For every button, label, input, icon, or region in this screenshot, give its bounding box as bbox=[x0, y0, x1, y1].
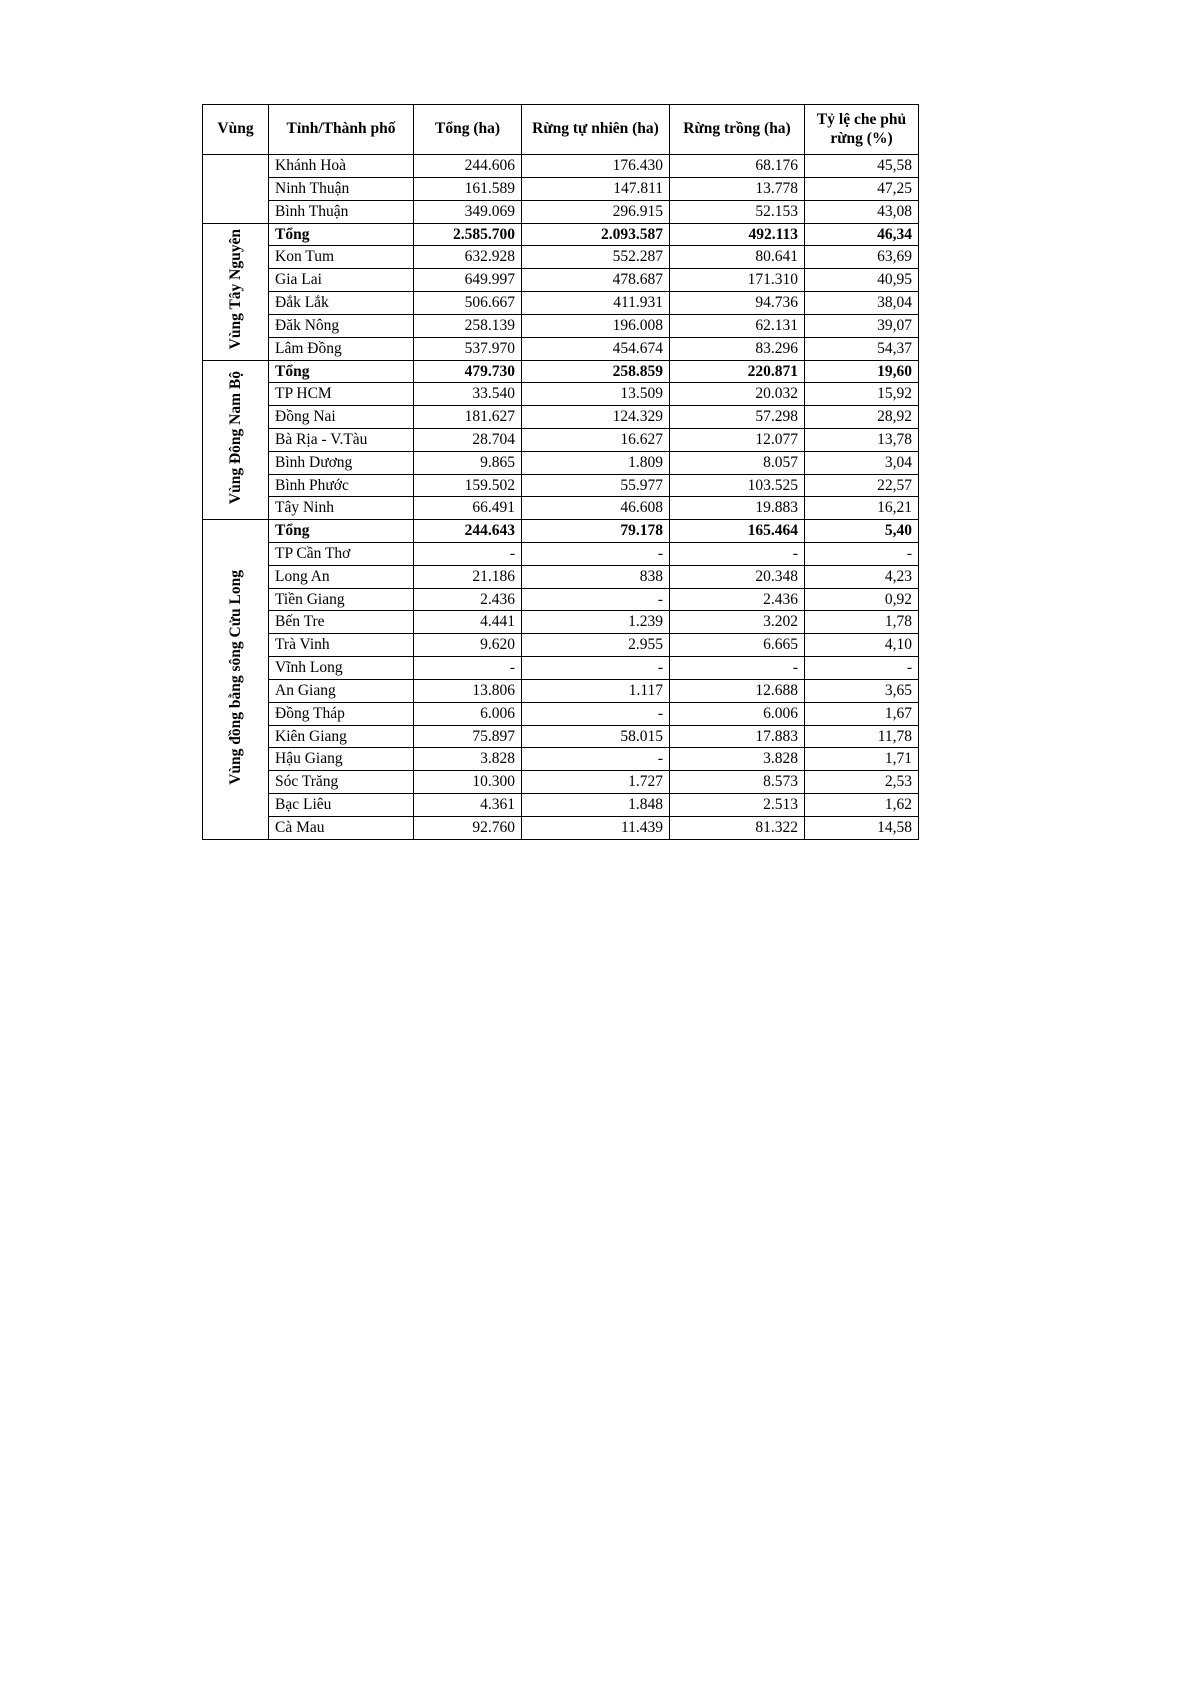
province-cell: Đắk Lắk bbox=[269, 292, 414, 315]
total-area-cell: 159.502 bbox=[414, 474, 522, 497]
planted-forest-cell: 2.513 bbox=[670, 793, 805, 816]
region-cell bbox=[203, 223, 269, 360]
table-row bbox=[203, 725, 919, 748]
total-area-cell: 258.139 bbox=[414, 314, 522, 337]
coverage-rate-cell: 39,07 bbox=[805, 314, 919, 337]
natural-forest-cell: 1.809 bbox=[522, 451, 670, 474]
table-row bbox=[203, 383, 919, 406]
province-cell: Đồng Nai bbox=[269, 406, 414, 429]
table-row bbox=[203, 314, 919, 337]
table-row bbox=[203, 246, 919, 269]
coverage-rate-cell: 2,53 bbox=[805, 771, 919, 794]
table-row bbox=[203, 816, 919, 839]
province-cell: Kiên Giang bbox=[269, 725, 414, 748]
total-area-cell: 649.997 bbox=[414, 269, 522, 292]
coverage-rate-cell: 46,34 bbox=[805, 223, 919, 246]
total-area-cell: 13.806 bbox=[414, 679, 522, 702]
coverage-rate-cell: 47,25 bbox=[805, 178, 919, 201]
natural-forest-cell: 1.239 bbox=[522, 611, 670, 634]
table-row bbox=[203, 543, 919, 566]
province-cell: Bình Thuận bbox=[269, 200, 414, 223]
planted-forest-cell: 17.883 bbox=[670, 725, 805, 748]
table-row bbox=[203, 634, 919, 657]
province-cell: An Giang bbox=[269, 679, 414, 702]
province-cell: Long An bbox=[269, 565, 414, 588]
province-cell: Ninh Thuận bbox=[269, 178, 414, 201]
planted-forest-cell: 3.202 bbox=[670, 611, 805, 634]
total-area-cell: - bbox=[414, 543, 522, 566]
total-area-cell: 4.441 bbox=[414, 611, 522, 634]
province-cell: Tổng bbox=[269, 520, 414, 543]
total-area-cell: 2.585.700 bbox=[414, 223, 522, 246]
planted-forest-cell: 2.436 bbox=[670, 588, 805, 611]
total-area-cell: 75.897 bbox=[414, 725, 522, 748]
planted-forest-cell: 81.322 bbox=[670, 816, 805, 839]
natural-forest-cell: 79.178 bbox=[522, 520, 670, 543]
province-cell: Hậu Giang bbox=[269, 748, 414, 771]
total-area-cell: 3.828 bbox=[414, 748, 522, 771]
planted-forest-cell: - bbox=[670, 657, 805, 680]
natural-forest-cell: - bbox=[522, 748, 670, 771]
natural-forest-cell: 478.687 bbox=[522, 269, 670, 292]
table-row bbox=[203, 588, 919, 611]
planted-forest-cell: 13.778 bbox=[670, 178, 805, 201]
natural-forest-cell: - bbox=[522, 543, 670, 566]
table-row bbox=[203, 565, 919, 588]
natural-forest-cell: 2.093.587 bbox=[522, 223, 670, 246]
table-row bbox=[203, 200, 919, 223]
table-row bbox=[203, 520, 919, 543]
natural-forest-cell: 124.329 bbox=[522, 406, 670, 429]
coverage-rate-cell: 40,95 bbox=[805, 269, 919, 292]
natural-forest-cell: 11.439 bbox=[522, 816, 670, 839]
planted-forest-cell: 19.883 bbox=[670, 497, 805, 520]
coverage-rate-cell: 4,10 bbox=[805, 634, 919, 657]
coverage-rate-cell: 1,62 bbox=[805, 793, 919, 816]
province-cell: Vĩnh Long bbox=[269, 657, 414, 680]
planted-forest-cell: 6.006 bbox=[670, 702, 805, 725]
planted-forest-cell: 20.032 bbox=[670, 383, 805, 406]
total-area-cell: 181.627 bbox=[414, 406, 522, 429]
province-cell: Gia Lai bbox=[269, 269, 414, 292]
total-area-cell: 10.300 bbox=[414, 771, 522, 794]
coverage-rate-cell: 15,92 bbox=[805, 383, 919, 406]
coverage-rate-cell: 4,23 bbox=[805, 565, 919, 588]
column-header-region: Vùng bbox=[203, 105, 269, 155]
planted-forest-cell: 171.310 bbox=[670, 269, 805, 292]
province-cell: Tiền Giang bbox=[269, 588, 414, 611]
province-cell: TP HCM bbox=[269, 383, 414, 406]
forest-statistics-table-container bbox=[202, 104, 918, 840]
total-area-cell: 6.006 bbox=[414, 702, 522, 725]
natural-forest-cell: 838 bbox=[522, 565, 670, 588]
natural-forest-cell: 13.509 bbox=[522, 383, 670, 406]
region-cell bbox=[203, 520, 269, 839]
coverage-rate-cell: 3,65 bbox=[805, 679, 919, 702]
province-cell: Tổng bbox=[269, 223, 414, 246]
natural-forest-cell: - bbox=[522, 588, 670, 611]
province-cell: Bạc Liêu bbox=[269, 793, 414, 816]
table-row bbox=[203, 474, 919, 497]
natural-forest-cell: - bbox=[522, 702, 670, 725]
table-row bbox=[203, 269, 919, 292]
table-row bbox=[203, 497, 919, 520]
province-cell: Bình Dương bbox=[269, 451, 414, 474]
table-row bbox=[203, 611, 919, 634]
table-row bbox=[203, 657, 919, 680]
table-row bbox=[203, 771, 919, 794]
coverage-rate-cell: 63,69 bbox=[805, 246, 919, 269]
natural-forest-cell: 16.627 bbox=[522, 428, 670, 451]
table-header bbox=[203, 105, 919, 155]
table-row bbox=[203, 679, 919, 702]
natural-forest-cell: 1.848 bbox=[522, 793, 670, 816]
column-header-coverage-rate: Tỷ lệ che phủ rừng (%) bbox=[805, 105, 919, 155]
coverage-rate-cell: - bbox=[805, 543, 919, 566]
coverage-rate-cell: 3,04 bbox=[805, 451, 919, 474]
total-area-cell: 2.436 bbox=[414, 588, 522, 611]
coverage-rate-cell: 1,67 bbox=[805, 702, 919, 725]
column-header-natural-forest: Rừng tự nhiên (ha) bbox=[522, 105, 670, 155]
planted-forest-cell: - bbox=[670, 543, 805, 566]
total-area-cell: 9.620 bbox=[414, 634, 522, 657]
coverage-rate-cell: 5,40 bbox=[805, 520, 919, 543]
planted-forest-cell: 3.828 bbox=[670, 748, 805, 771]
total-area-cell: 244.643 bbox=[414, 520, 522, 543]
table-row bbox=[203, 155, 919, 178]
table-row bbox=[203, 292, 919, 315]
region-cell bbox=[203, 360, 269, 520]
province-cell: TP Cần Thơ bbox=[269, 543, 414, 566]
total-area-cell: - bbox=[414, 657, 522, 680]
natural-forest-cell: 147.811 bbox=[522, 178, 670, 201]
total-area-cell: 479.730 bbox=[414, 360, 522, 383]
table-header-row bbox=[203, 105, 919, 155]
column-header-total: Tổng (ha) bbox=[414, 105, 522, 155]
natural-forest-cell: 454.674 bbox=[522, 337, 670, 360]
province-cell: Sóc Trăng bbox=[269, 771, 414, 794]
total-area-cell: 506.667 bbox=[414, 292, 522, 315]
total-area-cell: 9.865 bbox=[414, 451, 522, 474]
natural-forest-cell: 46.608 bbox=[522, 497, 670, 520]
column-header-planted-forest: Rừng trồng (ha) bbox=[670, 105, 805, 155]
table-row bbox=[203, 793, 919, 816]
natural-forest-cell: 1.727 bbox=[522, 771, 670, 794]
province-cell: Bà Rịa - V.Tàu bbox=[269, 428, 414, 451]
column-header-province: Tỉnh/Thành phố bbox=[269, 105, 414, 155]
natural-forest-cell: 411.931 bbox=[522, 292, 670, 315]
province-cell: Tổng bbox=[269, 360, 414, 383]
total-area-cell: 66.491 bbox=[414, 497, 522, 520]
planted-forest-cell: 492.113 bbox=[670, 223, 805, 246]
natural-forest-cell: - bbox=[522, 657, 670, 680]
table-row bbox=[203, 406, 919, 429]
table-row bbox=[203, 748, 919, 771]
total-area-cell: 349.069 bbox=[414, 200, 522, 223]
province-cell: Kon Tum bbox=[269, 246, 414, 269]
province-cell: Đăk Nông bbox=[269, 314, 414, 337]
coverage-rate-cell: 1,78 bbox=[805, 611, 919, 634]
total-area-cell: 244.606 bbox=[414, 155, 522, 178]
planted-forest-cell: 165.464 bbox=[670, 520, 805, 543]
region-label: Vùng Tây Nguyên bbox=[226, 229, 244, 350]
total-area-cell: 33.540 bbox=[414, 383, 522, 406]
province-cell: Khánh Hoà bbox=[269, 155, 414, 178]
province-cell: Trà Vinh bbox=[269, 634, 414, 657]
natural-forest-cell: 552.287 bbox=[522, 246, 670, 269]
table-row bbox=[203, 702, 919, 725]
coverage-rate-cell: 16,21 bbox=[805, 497, 919, 520]
natural-forest-cell: 296.915 bbox=[522, 200, 670, 223]
province-cell: Lâm Đồng bbox=[269, 337, 414, 360]
table-row bbox=[203, 337, 919, 360]
table-row bbox=[203, 428, 919, 451]
natural-forest-cell: 176.430 bbox=[522, 155, 670, 178]
planted-forest-cell: 52.153 bbox=[670, 200, 805, 223]
total-area-cell: 161.589 bbox=[414, 178, 522, 201]
region-label: Vùng đồng bằng sông Cửu Long bbox=[226, 569, 244, 785]
planted-forest-cell: 103.525 bbox=[670, 474, 805, 497]
coverage-rate-cell: 13,78 bbox=[805, 428, 919, 451]
province-cell: Đồng Tháp bbox=[269, 702, 414, 725]
planted-forest-cell: 8.057 bbox=[670, 451, 805, 474]
planted-forest-cell: 20.348 bbox=[670, 565, 805, 588]
natural-forest-cell: 258.859 bbox=[522, 360, 670, 383]
total-area-cell: 537.970 bbox=[414, 337, 522, 360]
coverage-rate-cell: 1,71 bbox=[805, 748, 919, 771]
coverage-rate-cell: 38,04 bbox=[805, 292, 919, 315]
natural-forest-cell: 58.015 bbox=[522, 725, 670, 748]
region-label: Vùng Đông Nam Bộ bbox=[226, 370, 244, 504]
coverage-rate-cell: 11,78 bbox=[805, 725, 919, 748]
planted-forest-cell: 57.298 bbox=[670, 406, 805, 429]
planted-forest-cell: 94.736 bbox=[670, 292, 805, 315]
total-area-cell: 28.704 bbox=[414, 428, 522, 451]
region-cell bbox=[203, 155, 269, 223]
natural-forest-cell: 2.955 bbox=[522, 634, 670, 657]
planted-forest-cell: 83.296 bbox=[670, 337, 805, 360]
planted-forest-cell: 80.641 bbox=[670, 246, 805, 269]
planted-forest-cell: 12.688 bbox=[670, 679, 805, 702]
table-row bbox=[203, 451, 919, 474]
table-row bbox=[203, 223, 919, 246]
table-row bbox=[203, 178, 919, 201]
natural-forest-cell: 55.977 bbox=[522, 474, 670, 497]
province-cell: Bình Phước bbox=[269, 474, 414, 497]
total-area-cell: 4.361 bbox=[414, 793, 522, 816]
coverage-rate-cell: - bbox=[805, 657, 919, 680]
planted-forest-cell: 8.573 bbox=[670, 771, 805, 794]
natural-forest-cell: 1.117 bbox=[522, 679, 670, 702]
total-area-cell: 632.928 bbox=[414, 246, 522, 269]
planted-forest-cell: 68.176 bbox=[670, 155, 805, 178]
planted-forest-cell: 62.131 bbox=[670, 314, 805, 337]
province-cell: Cà Mau bbox=[269, 816, 414, 839]
planted-forest-cell: 12.077 bbox=[670, 428, 805, 451]
total-area-cell: 92.760 bbox=[414, 816, 522, 839]
coverage-rate-cell: 22,57 bbox=[805, 474, 919, 497]
total-area-cell: 21.186 bbox=[414, 565, 522, 588]
planted-forest-cell: 220.871 bbox=[670, 360, 805, 383]
province-cell: Tây Ninh bbox=[269, 497, 414, 520]
coverage-rate-cell: 54,37 bbox=[805, 337, 919, 360]
planted-forest-cell: 6.665 bbox=[670, 634, 805, 657]
forest-statistics-table bbox=[202, 104, 919, 840]
table-row bbox=[203, 360, 919, 383]
natural-forest-cell: 196.008 bbox=[522, 314, 670, 337]
coverage-rate-cell: 43,08 bbox=[805, 200, 919, 223]
province-cell: Bến Tre bbox=[269, 611, 414, 634]
table-body bbox=[203, 155, 919, 839]
coverage-rate-cell: 19,60 bbox=[805, 360, 919, 383]
coverage-rate-cell: 28,92 bbox=[805, 406, 919, 429]
coverage-rate-cell: 45,58 bbox=[805, 155, 919, 178]
coverage-rate-cell: 0,92 bbox=[805, 588, 919, 611]
coverage-rate-cell: 14,58 bbox=[805, 816, 919, 839]
